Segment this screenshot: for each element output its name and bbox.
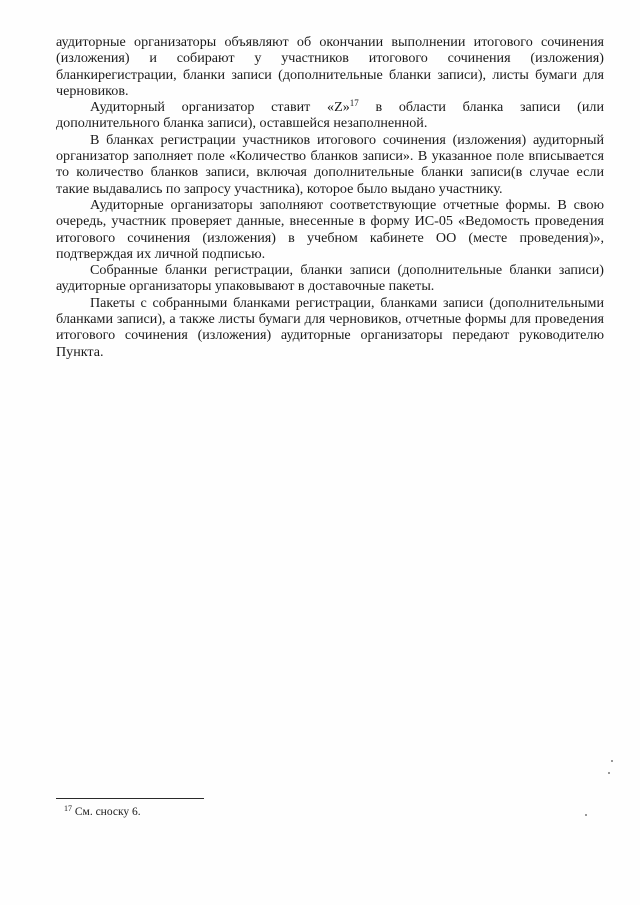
paragraph-mark-z-before: Аудиторный организатор ставит «Z» bbox=[90, 99, 350, 116]
paragraph-mark-z-after: в области бланка записи (или дополнительного бланка записи), оставшейся незаполненной. bbox=[56, 99, 604, 132]
paragraph-mark-z bbox=[56, 99, 604, 132]
footnote-divider bbox=[56, 798, 204, 799]
paragraph-pack-forms: Собранные бланки регистрации, бланки записи (дополнительные бланки записи) аудиторные организаторы упаковывают в доставочные пакеты. bbox=[56, 262, 604, 295]
scan-speck bbox=[611, 760, 613, 762]
paragraph-hand-over: Пакеты с собранными бланками регистрации, бланками записи (дополнительными бланками записи), а также листы бумаги для черновиков, отчетные формы для проведения итогового сочинения (изложения) аудиторные организаторы передают руководителю Пункта. bbox=[56, 294, 604, 360]
paragraph-report-forms: Аудиторные организаторы заполняют соответствующие отчетные формы. В свою очередь, участник проверяет данные, внесенные в форму ИС-05 «Ведомость проведения итогового сочинения (изложения) в учебном кабинете ОО (месте проведения)», подтверждая их личной подписью. bbox=[56, 196, 604, 262]
footnote bbox=[64, 805, 141, 819]
footnote-mark: 17 bbox=[64, 804, 72, 813]
scan-speck bbox=[608, 772, 610, 774]
body-text bbox=[56, 34, 604, 360]
scan-speck bbox=[585, 814, 587, 816]
paragraph-count-forms: В бланках регистрации участников итогового сочинения (изложения) аудиторный организатор заполняет поле «Количество бланков записи». В указанное поле вписывается то количество бланков записи, включая дополнительные бланки записи(в случае если такие выдавались по запросу участника), которое было выдано участнику. bbox=[56, 131, 604, 197]
footnote-text: См. сноску 6. bbox=[72, 806, 141, 818]
footnote-reference[interactable]: 17 bbox=[349, 98, 359, 109]
paragraph-collect-forms: аудиторные организаторы объявляют об окончании выполнении итогового сочинения (изложения) и собирают у участников итогового сочинения (изложения) бланкирегистрации, бланки записи (дополнительные бланки записи), листы бумаги для черновиков. bbox=[56, 34, 604, 99]
